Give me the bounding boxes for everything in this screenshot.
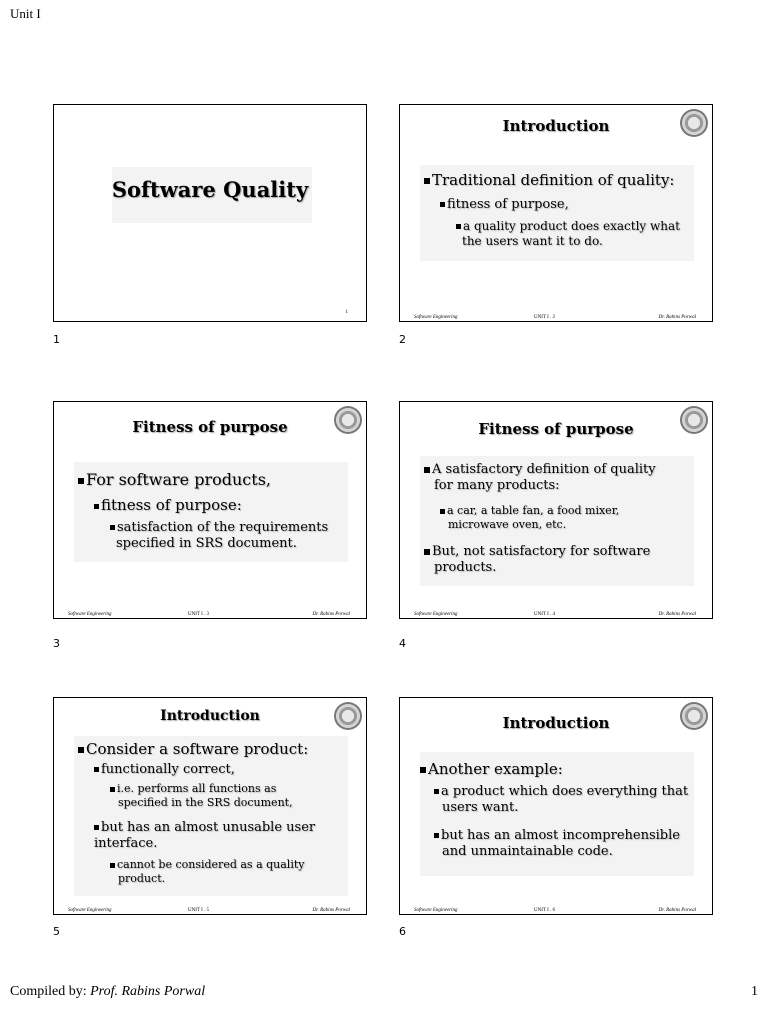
bullet-text: i.e. performs all functions as <box>117 782 277 795</box>
bullet-icon <box>456 224 461 229</box>
bullet-text: Traditional definition of quality: <box>432 171 675 189</box>
bullet-text: and unmaintainable code. <box>442 844 613 860</box>
bullet-icon <box>424 549 430 555</box>
bullet-icon <box>424 467 430 473</box>
slide-title: Fitness of purpose <box>132 418 288 436</box>
bullet-text: A satisfactory definition of quality <box>432 462 656 477</box>
author-name: Prof. Rabins Porwal <box>90 984 206 999</box>
bullet-text: products. <box>434 560 497 576</box>
bullet-icon <box>94 825 99 830</box>
slide-number: 3 <box>53 637 60 650</box>
bullet-text: the users want it to do. <box>462 234 603 248</box>
bullet-text: cannot be considered as a quality <box>117 858 305 871</box>
bullet-text: satisfaction of the requirements <box>117 520 329 535</box>
bullet-text: Consider a software product: <box>86 740 309 758</box>
compiled-by-label: Compiled by: <box>10 984 91 999</box>
bullet-icon <box>424 178 430 184</box>
bullet-text: For software products, <box>86 470 271 489</box>
bullet-icon <box>78 747 84 753</box>
bullet-text: functionally correct, <box>101 762 235 777</box>
bullet-text: but has an almost unusable user <box>101 820 316 835</box>
bullet-text: users want. <box>442 800 519 816</box>
slide-number: 6 <box>399 925 406 938</box>
bullet-icon <box>420 767 426 773</box>
slide-number: 1 <box>53 333 60 346</box>
bullet-icon <box>94 767 99 772</box>
slide-3: Fitness of purpose For software products, fitness of purpose: satisfaction of the requirements specified in SRS document. Software Engineering UNIT I . 3 Dr. Rabins Porwal <box>53 401 367 619</box>
slide-6: Introduction Another example: a product which does everything that users want. but has an almost incomprehensible and unmaintainable code. Software Engineering UNIT I . 6 Dr. Rabins Porwal <box>399 697 713 915</box>
slide-title: Introduction <box>160 708 260 724</box>
bullet-text: product. <box>118 871 166 885</box>
bullet-icon <box>434 833 439 838</box>
bullet-text: interface. <box>94 836 158 852</box>
slide-title: Fitness of purpose <box>478 420 634 438</box>
page-footer <box>10 984 205 1000</box>
bullet-icon <box>110 525 115 530</box>
slide-title: Software Quality <box>111 177 309 202</box>
slide-title: Introduction <box>502 117 610 135</box>
bullet-text: fitness of purpose, <box>447 197 569 212</box>
bullet-text: a product which does everything that <box>441 784 689 799</box>
slide-4: Fitness of purpose A satisfactory definition of quality for many products: a car, a table fan, a food mixer, microwave oven, etc. But, not satisfactory for software products. Software Engineering UNIT I . 4 Dr. Rabins Porwal <box>399 401 713 619</box>
slide-corner-number: 1 <box>345 310 348 315</box>
slide-number: 4 <box>399 637 406 650</box>
bullet-text: But, not satisfactory for software <box>432 544 651 559</box>
bullet-icon <box>94 504 99 509</box>
slide-number: 5 <box>53 925 60 938</box>
bullet-text: microwave oven, etc. <box>448 517 567 531</box>
bullet-text: but has an almost incomprehensible <box>441 828 680 843</box>
bullet-icon <box>110 787 115 792</box>
bullet-icon <box>434 789 439 794</box>
bullet-icon <box>440 202 445 207</box>
bullet-text: fitness of purpose: <box>101 496 242 514</box>
page-number: 1 <box>751 984 758 999</box>
bullet-text: a quality product does exactly what <box>463 219 680 233</box>
slide-title: Introduction <box>502 714 610 732</box>
bullet-icon <box>440 509 445 514</box>
unit-header: Unit I <box>10 6 41 21</box>
slide-5: Introduction Consider a software product: functionally correct, i.e. performs all functions as specified in the SRS document, but has an almost unusable user interface. cannot be considered as a quality product. Software Engineering UNIT I . 5 Dr. Rabins Porwal <box>53 697 367 915</box>
bullet-icon <box>78 478 84 484</box>
bullet-text: a car, a table fan, a food mixer, <box>447 504 620 517</box>
slide-2: Introduction Traditional definition of quality: fitness of purpose, a quality product does exactly what the users want it to do. Software Engineering UNIT I . 2 Dr. Rabins Porwal <box>399 104 713 322</box>
bullet-text: for many products: <box>434 478 560 494</box>
bullet-text: specified in the SRS document, <box>118 795 293 809</box>
slide-number: 2 <box>399 333 406 346</box>
bullet-text: Another example: <box>428 760 563 778</box>
bullet-icon <box>110 863 115 868</box>
bullet-text: specified in SRS document. <box>116 536 297 552</box>
slide-1 <box>53 104 367 322</box>
